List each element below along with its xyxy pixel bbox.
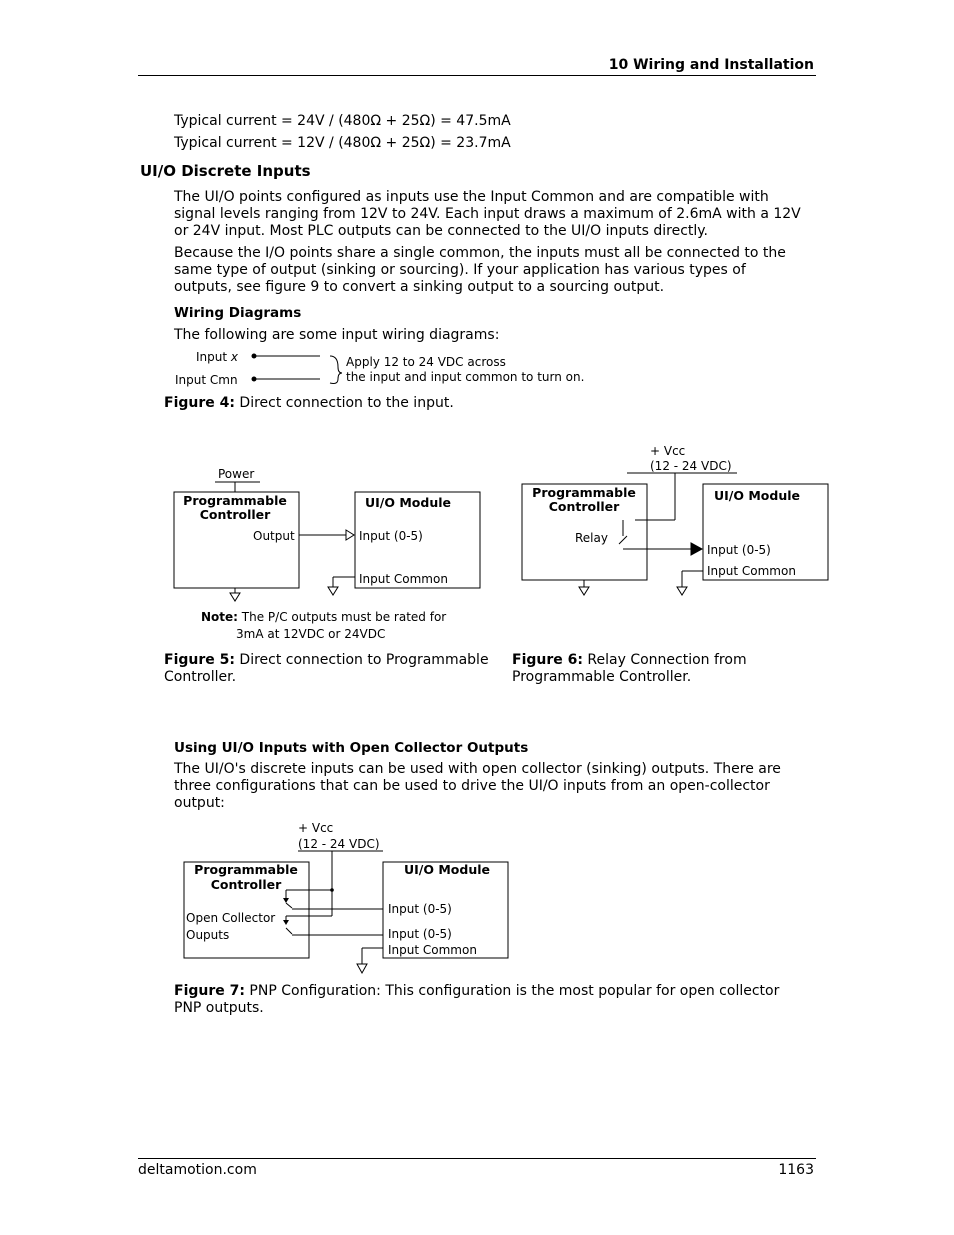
fig5-ground-icon-module bbox=[328, 587, 338, 595]
fig4-note-line-2: the input and input common to turn on. bbox=[346, 370, 585, 384]
fig5-power-label: Power bbox=[218, 467, 255, 481]
chapter-header: 10 Wiring and Installation bbox=[608, 57, 814, 73]
fig5-controller-line-2: Controller bbox=[199, 507, 271, 522]
fig6-controller-line-1: Programmable bbox=[532, 485, 636, 500]
fig6-input-common-label: Input Common bbox=[707, 564, 796, 578]
fig7-vcc-label: + Vcc bbox=[298, 821, 334, 835]
fig5-input-arrow bbox=[346, 530, 354, 540]
figure-4-caption: Figure 4: Direct connection to the input. bbox=[164, 395, 454, 411]
fig5-note-line-2: 3mA at 12VDC or 24VDC bbox=[236, 627, 386, 641]
footer-site: deltamotion.com bbox=[138, 1162, 257, 1178]
fig4-brace bbox=[330, 356, 342, 384]
fig5-input-label: Input (0-5) bbox=[359, 529, 423, 543]
wiring-intro: The following are some input wiring diagrams: bbox=[174, 327, 500, 343]
open-collector-paragraph: The UI/O's discrete inputs can be used with open collector (sinking) outputs. There are three configurations that can be used to drive the UI/O inputs from an open-collector output: bbox=[174, 761, 781, 811]
fig6-input-arrow bbox=[691, 543, 702, 555]
section-paragraph-2: Because the I/O points share a single common, the inputs must all be connected to the same type of output (sinking or sourcing). If your application has various types of outputs, see figure 9 to convert a sinking output to a sourcing output. bbox=[174, 245, 786, 295]
figure-6-diagram bbox=[515, 440, 835, 605]
fig7-controller-line-1: Programmable bbox=[194, 862, 298, 877]
fig4-input-label: Input x bbox=[196, 350, 238, 364]
fig6-input-label: Input (0-5) bbox=[707, 543, 771, 557]
fig7-input-common-label: Input Common bbox=[388, 943, 477, 957]
wiring-diagrams-title: Wiring Diagrams bbox=[174, 305, 302, 321]
fig4-cmn-label: Input Cmn bbox=[175, 373, 238, 387]
fig5-note-line-1: Note: The P/C outputs must be rated for bbox=[201, 610, 447, 624]
fig7-input-1-label: Input (0-5) bbox=[388, 902, 452, 916]
fig6-ground-icon-module bbox=[677, 587, 687, 595]
fig7-transistor-2-icon bbox=[283, 920, 289, 925]
fig6-vcc-range: (12 - 24 VDC) bbox=[650, 459, 732, 473]
footer-rule bbox=[138, 1158, 816, 1159]
calc-line-2: Typical current = 12V / (480Ω + 25Ω) = 23.7mA bbox=[174, 135, 511, 151]
figure-4-diagram bbox=[170, 345, 590, 390]
fig6-module-title: UI/O Module bbox=[714, 488, 800, 503]
fig7-vcc-range: (12 - 24 VDC) bbox=[298, 837, 380, 851]
fig6-vcc-label: + Vcc bbox=[650, 444, 686, 458]
figure-5-caption: Figure 5: Direct connection to Programmable Controller. bbox=[164, 652, 489, 685]
page-number: 1163 bbox=[778, 1162, 814, 1178]
fig7-module-title: UI/O Module bbox=[404, 862, 490, 877]
open-collector-title: Using UI/O Inputs with Open Collector Outputs bbox=[174, 740, 529, 756]
fig7-controller-line-2: Controller bbox=[210, 877, 282, 892]
fig5-module-title: UI/O Module bbox=[365, 495, 451, 510]
section-title: UI/O Discrete Inputs bbox=[140, 162, 311, 180]
figure-7-caption: Figure 7: PNP Configuration: This configuration is the most popular for open collector PNP outputs. bbox=[174, 983, 780, 1016]
fig5-output-label: Output bbox=[253, 529, 295, 543]
figure-7-diagram bbox=[178, 818, 518, 978]
fig6-relay-contact bbox=[619, 536, 627, 544]
fig6-ground-icon-controller bbox=[579, 587, 589, 595]
fig5-controller-line-1: Programmable bbox=[183, 493, 287, 508]
fig4-note-line-1: Apply 12 to 24 VDC across bbox=[346, 355, 506, 369]
calc-line-1: Typical current = 24V / (480Ω + 25Ω) = 47.5mA bbox=[174, 113, 511, 129]
fig7-ground-icon bbox=[357, 964, 367, 973]
fig5-input-common-label: Input Common bbox=[359, 572, 448, 586]
fig6-controller-line-2: Controller bbox=[548, 499, 620, 514]
fig7-oc-line-2: Ouputs bbox=[186, 928, 230, 942]
fig5-ground-icon-controller bbox=[230, 593, 240, 601]
section-paragraph-1: The UI/O points configured as inputs use the Input Common and are compatible with signal levels ranging from 12V to 24V. Each input draws a maximum of 2.6mA with a 12V or 24V input. Most PLC outputs can be connected to the UI/O inputs directly. bbox=[174, 189, 801, 239]
fig7-input-2-label: Input (0-5) bbox=[388, 927, 452, 941]
header-rule bbox=[138, 75, 816, 76]
figure-6-caption: Figure 6: Relay Connection from Programmable Controller. bbox=[512, 652, 747, 685]
fig7-transistor-1-icon bbox=[283, 898, 289, 903]
figure-5-diagram bbox=[165, 462, 495, 647]
fig6-relay-label: Relay bbox=[575, 531, 608, 545]
fig7-oc-line-1: Open Collector bbox=[186, 911, 276, 925]
